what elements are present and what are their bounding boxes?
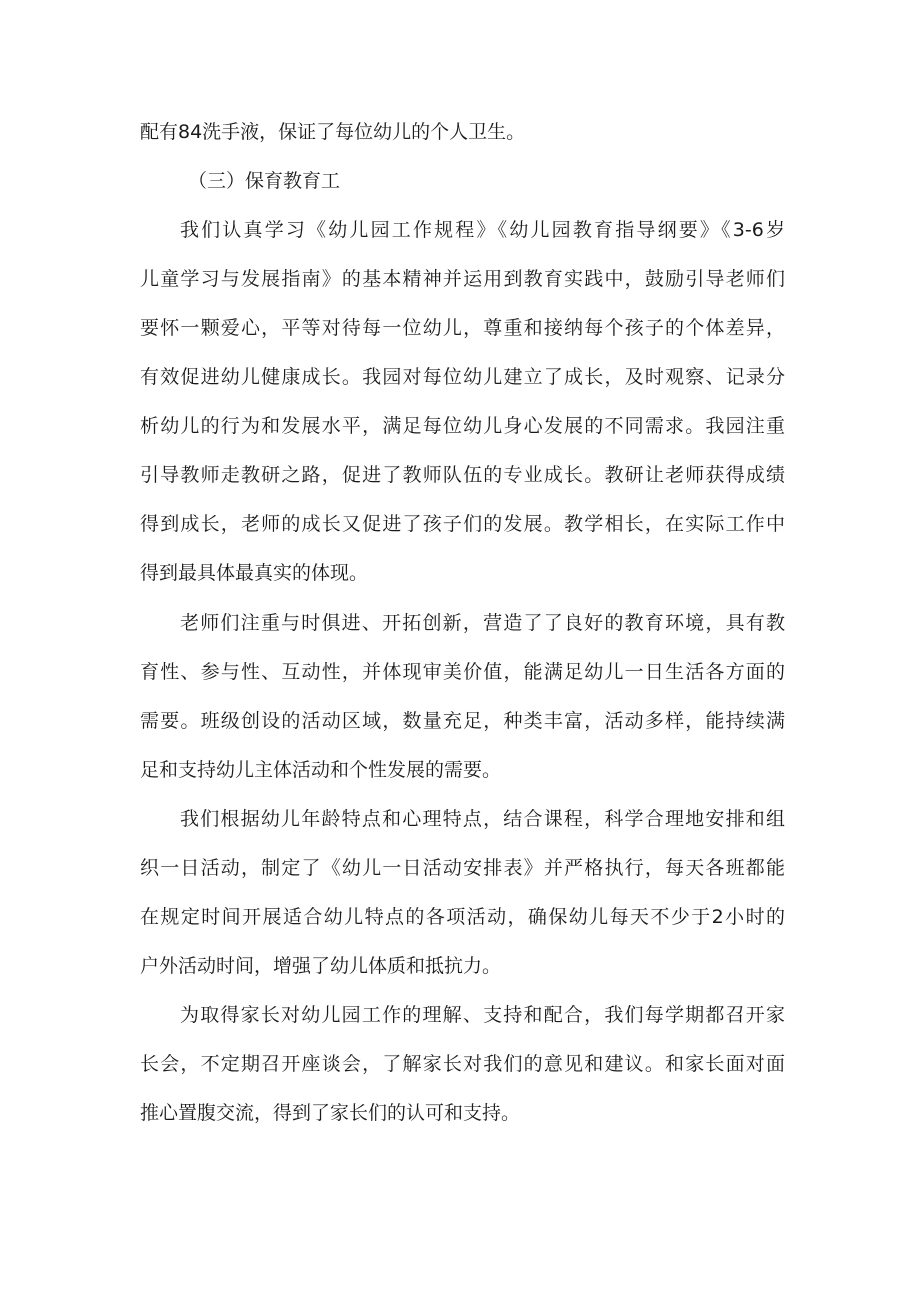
paragraph-line: 需要。班级创设的活动区域，数量充足，种类丰富，活动多样，能持续满 xyxy=(140,710,785,732)
paragraph-line: 老师们注重与时俱进、开拓创新，营造了了良好的教育环境，具有教 xyxy=(180,612,785,634)
paragraph-line: 析幼儿的行为和发展水平，满足每位幼儿身心发展的不同需求。我园注重 xyxy=(140,415,785,437)
paragraph-line: 要怀一颗爱心，平等对待每一位幼儿，尊重和接纳每个孩子的个体差异， xyxy=(140,317,785,339)
text-line: 配有84洗手液，保证了每位幼儿的个人卫生。 xyxy=(140,121,526,143)
paragraph-line: 推心置腹交流，得到了家长们的认可和支持。 xyxy=(140,1102,521,1124)
paragraph-line: 我们认真学习《幼儿园工作规程》《幼儿园教育指导纲要》《3-6岁 xyxy=(180,219,785,241)
paragraph-line: 得到最具体最真实的体现。 xyxy=(140,562,369,584)
paragraph-line: 引导教师走教研之路，促进了教师队伍的专业成长。教研让老师获得成绩 xyxy=(140,464,785,486)
section-heading: （三）保育教育工 xyxy=(188,170,341,192)
paragraph-line: 织一日活动，制定了《幼儿一日活动安排表》并严格执行，每天各班都能 xyxy=(140,857,785,879)
paragraph-line: 长会，不定期召开座谈会，了解家长对我们的意见和建议。和家长面对面 xyxy=(140,1053,785,1075)
paragraph-line: 户外活动时间，增强了幼儿体质和抵抗力。 xyxy=(140,955,502,977)
paragraph-line: 儿童学习与发展指南》的基本精神并运用到教育实践中，鼓励引导老师们 xyxy=(140,268,785,290)
paragraph-line: 我们根据幼儿年龄特点和心理特点，结合课程，科学合理地安排和组 xyxy=(180,808,785,830)
paragraph-line: 有效促进幼儿健康成长。我园对每位幼儿建立了成长，及时观察、记录分 xyxy=(140,366,785,388)
paragraph-line: 得到成长，老师的成长又促进了孩子们的发展。教学相长，在实际工作中 xyxy=(140,513,785,535)
paragraph-line: 为取得家长对幼儿园工作的理解、支持和配合，我们每学期都召开家 xyxy=(180,1004,785,1026)
paragraph-line: 育性、参与性、互动性，并体现审美价值，能满足幼儿一日生活各方面的 xyxy=(140,661,785,683)
paragraph-line: 足和支持幼儿主体活动和个性发展的需要。 xyxy=(140,759,502,781)
paragraph-line: 在规定时间开展适合幼儿特点的各项活动，确保幼儿每天不少于2小时的 xyxy=(140,906,785,928)
